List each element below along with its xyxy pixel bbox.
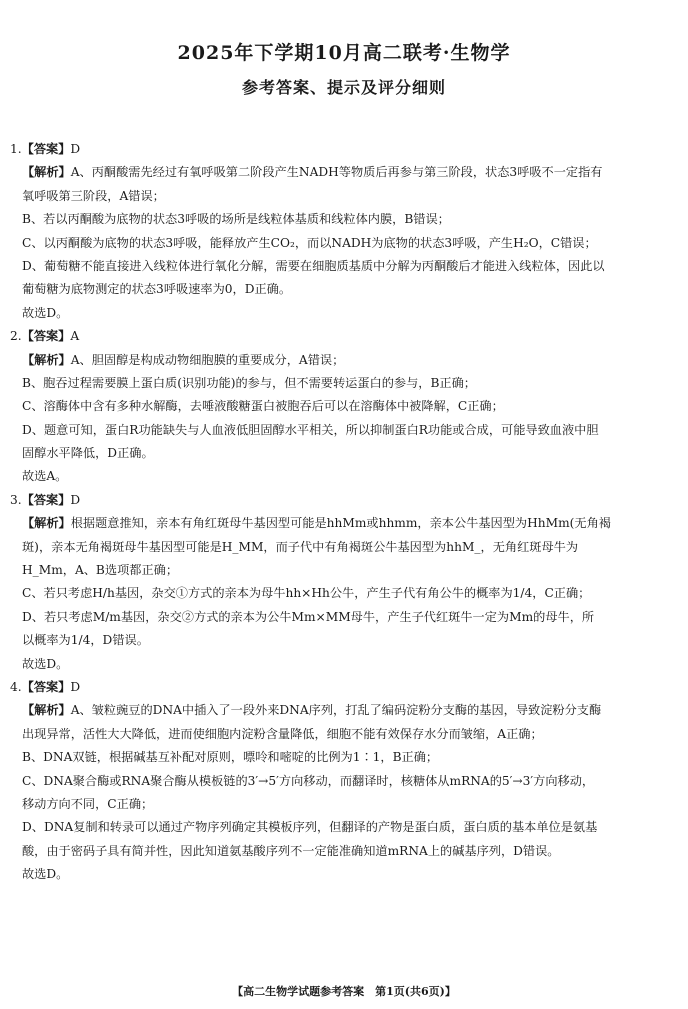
- analysis-line: [0, 302, 688, 325]
- analysis-text: D、DNA复制和转录可以通过产物序列确定其模板序列，但翻译的产物是蛋白质，蛋白质的基本单位是氨基: [22, 820, 598, 835]
- analysis-text: 固醇水平降低，D正确。: [22, 446, 154, 461]
- analysis-line: [0, 559, 688, 582]
- answer-tag: 【答案】: [21, 492, 71, 507]
- question-block: [0, 489, 688, 676]
- answer-line: [0, 676, 688, 699]
- question-number: 3.: [10, 492, 22, 507]
- analysis-text: 氧呼吸第三阶段，A错误；: [22, 188, 165, 203]
- analysis-line: [0, 793, 688, 816]
- analysis-line: [0, 699, 688, 722]
- analysis-text: B、DNA双链，根据碱基互补配对原则，嘌呤和嘧啶的比例为1∶1，B正确；: [22, 750, 439, 765]
- analysis-text: 故选A。: [22, 469, 68, 484]
- answer-tag: 【答案】: [21, 679, 71, 694]
- answer-value: A: [70, 329, 80, 344]
- analysis-text: 以概率为1/4，D错误。: [22, 633, 149, 648]
- analysis-text: D、题意可知，蛋白R功能缺失与人血液低胆固醇水平相关，所以抑制蛋白R功能或合成，可能导致血液中胆: [22, 422, 599, 437]
- question-number: 1.: [10, 142, 22, 156]
- analysis-line: [0, 232, 688, 255]
- analysis-text: 故选D。: [22, 305, 69, 320]
- analysis-line: [0, 208, 688, 231]
- question-number: 2.: [10, 329, 22, 344]
- analysis-line: [0, 349, 688, 372]
- question-block: [0, 325, 688, 489]
- analysis-line: [0, 629, 688, 652]
- analysis-text: 故选D。: [22, 867, 69, 882]
- page-subtitle: 参考答案、提示及评分细则: [241, 78, 446, 97]
- analysis-line: [0, 161, 688, 184]
- analysis-text: C、DNA聚合酶或RNA聚合酶从模板链的3′→5′方向移动，而翻译时，核糖体从mRNA的5′→3′方向移动，: [22, 773, 595, 788]
- analysis-line: [0, 816, 688, 839]
- analysis-text: 移动方向不同，C正确；: [22, 796, 154, 811]
- analysis-text: B、若以丙酮酸为底物的状态3呼吸的场所是线粒体基质和线粒体内膜，B错误；: [22, 212, 450, 227]
- analysis-line: [0, 606, 688, 629]
- question-number: 4.: [10, 679, 22, 694]
- answer-line: [0, 325, 688, 348]
- analysis-line: [0, 746, 688, 769]
- analysis-text: 斑)，亲本无角褐斑母牛基因型可能是H_MM，而子代中有角褐斑公牛基因型为hhM_，无角红斑母牛为: [22, 539, 579, 554]
- answer-value: D: [70, 142, 81, 156]
- analysis-line: [0, 419, 688, 442]
- analysis-text: 葡萄糖为底物测定的状态3呼吸速率为0，D正确。: [22, 282, 292, 297]
- page-footer: 【高二生物学试题参考答案 第1页(共6页)】: [232, 985, 456, 998]
- analysis-line: [0, 582, 688, 605]
- analysis-line: [0, 278, 688, 301]
- analysis-text: B、胞吞过程需要膜上蛋白质(识别功能)的参与，但不需要转运蛋白的参与，B正确；: [22, 375, 476, 390]
- answer-line: [0, 489, 688, 512]
- analysis-line: [0, 536, 688, 559]
- analysis-line: [0, 863, 688, 886]
- analysis-line: [0, 372, 688, 395]
- question-block: [0, 676, 688, 887]
- answer-tag: 【答案】: [21, 142, 71, 156]
- analysis-text: C、溶酶体中含有多种水解酶，去唾液酸糖蛋白被胞吞后可以在溶酶体中被降解，C正确；: [22, 399, 504, 414]
- analysis-text: H_Mm，A、B选项都正确；: [22, 563, 179, 578]
- answer-line: [0, 138, 688, 161]
- answer-tag: 【答案】: [21, 329, 71, 344]
- analysis-line: [0, 185, 688, 208]
- analysis-text: C、若只考虑H/h基因，杂交①方式的亲本为母牛hh×Hh公牛，产生子代有角公牛的概率为1/4，C正确；: [22, 586, 591, 601]
- analysis-line: [0, 512, 688, 535]
- analysis-line: [0, 395, 688, 418]
- analysis-text: A、皱粒豌豆的DNA中插入了一段外来DNA序列，打乱了编码淀粉分支酶的基因，导致淀粉分支酶: [70, 703, 602, 718]
- analysis-text: 故选D。: [22, 656, 69, 671]
- analysis-text: 出现异常，活性大大降低，进而使细胞内淀粉含量降低，细胞不能有效保存水分而皱缩，A正确；: [22, 726, 543, 741]
- analysis-text: D、葡萄糖不能直接进入线粒体进行氧化分解，需要在细胞质基质中分解为丙酮酸后才能进入线粒体，因此以: [22, 258, 605, 273]
- analysis-line: [0, 770, 688, 793]
- analysis-text: 酸，由于密码子具有简并性，因此知道氨基酸序列不一定能准确知道mRNA上的碱基序列，D错误。: [22, 843, 560, 858]
- answer-value: D: [70, 679, 81, 694]
- analysis-line: [0, 723, 688, 746]
- question-block: [0, 138, 688, 325]
- page-title: 2025年下学期10月高二联考·生物学: [177, 42, 511, 64]
- answer-value: D: [70, 492, 81, 507]
- analysis-line: [0, 255, 688, 278]
- answer-list: [0, 138, 688, 887]
- analysis-line: [0, 465, 688, 488]
- analysis-line: [0, 653, 688, 676]
- analysis-tag: 【解析】: [22, 165, 71, 180]
- analysis-text: D、若只考虑M/m基因，杂交②方式的亲本为公牛Mm×MM母牛，产生子代红斑牛一定为Mm的母牛，所: [22, 609, 595, 624]
- analysis-tag: 【解析】: [22, 352, 71, 367]
- analysis-text: C、以丙酮酸为底物的状态3呼吸，能释放产生CO₂，而以NADH为底物的状态3呼吸，产生H₂O，C错误；: [22, 235, 597, 250]
- analysis-text: 根据题意推知，亲本有角红斑母牛基因型可能是hhMm或hhmm，亲本公牛基因型为HhMm(无角褐: [70, 516, 611, 531]
- analysis-tag: 【解析】: [22, 516, 71, 531]
- analysis-tag: 【解析】: [22, 703, 71, 718]
- analysis-line: [0, 442, 688, 465]
- analysis-text: A、丙酮酸需先经过有氧呼吸第二阶段产生NADH等物质后再参与第三阶段，状态3呼吸不一定指有: [70, 165, 603, 180]
- analysis-text: A、胆固醇是构成动物细胞膜的重要成分，A错误；: [70, 352, 345, 367]
- analysis-line: [0, 840, 688, 863]
